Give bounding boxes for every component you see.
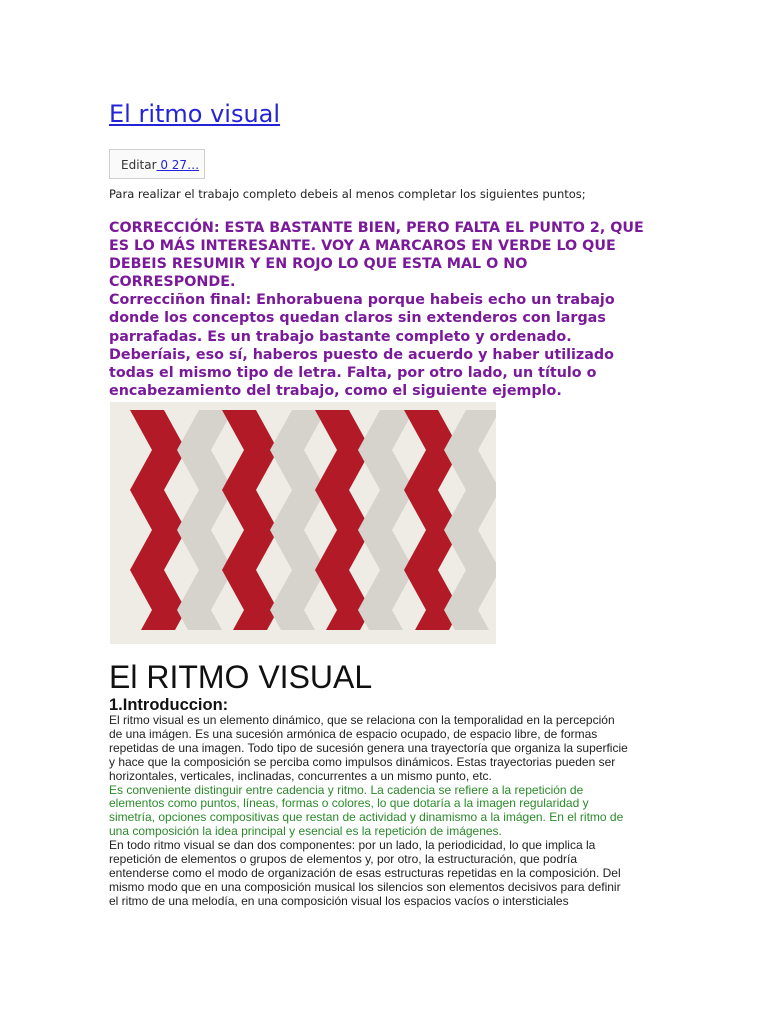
paragraph-2-highlighted: Es conveniente distinguir entre cadencia y ritmo. La cadencia se refiere a la repetición de elementos como puntos, líneas, formas o colores, lo que dotaría a la imagen regularidad y simetría, opciones compositivas que restan de actividad y dinamismo a la imágen. En el ritmo de una composición la idea principal y esencial es la repetición de imágenes. xyxy=(109,782,624,839)
edit-box xyxy=(109,149,205,179)
document-subheading: 1.Introduccion: xyxy=(109,696,229,714)
zigzag-pattern-svg xyxy=(110,402,496,644)
paragraph-3: En todo ritmo visual se dan dos componentes: por un lado, la periodicidad, lo que implica la repetición de elementos o grupos de elementos y, por otro, la estructuración, que podría entenderse como el modo de organización de esas estructuras repetidas en la composición. Del mismo modo que en una composición musical los silencios son elementos decisivos para definir el ritmo de una melodía, en una composición visual los espacios vacíos o intersticiales xyxy=(109,838,621,908)
edit-label: Editar xyxy=(121,158,157,172)
intro-text: Para realizar el trabajo completo debeis al menos completar los siguientes puntos; xyxy=(109,187,586,201)
document-heading: El RITMO VISUAL xyxy=(109,659,373,695)
zigzag-pattern-image xyxy=(110,402,496,644)
correction-text-2: Correcciñon final: Enhorabuena porque habeis echo un trabajo donde los conceptos quedan claros sin extenderos con largas parrafadas. Es un trabajo bastante completo y ordenado. Deberíais, eso sí, haberos puesto de acuerdo y haber utilizado todas el mismo tipo de letra. Falta, por otro lado, un título o encabezamiento del trabajo, como el siguiente ejemplo. xyxy=(109,292,615,399)
edit-link[interactable]: 0 27… xyxy=(156,158,200,172)
correction-text-1: CORRECCIÓN: ESTA BASTANTE BIEN, PERO FALTA EL PUNTO 2, QUE ES LO MÁS INTERESANTE. VOY A MARCAROS EN VERDE LO QUE DEBEIS RESUMIR Y EN ROJO LO QUE ESTA MAL O NO CORRESPONDE. xyxy=(109,220,644,291)
page-title-link[interactable]: El ritmo visual xyxy=(109,100,281,128)
document-body xyxy=(109,714,629,909)
correction-note xyxy=(109,219,654,400)
paragraph-1: El ritmo visual es un elemento dinámico, que se relaciona con la temporalidad en la percepción de una imágen. Es una sucesión armónica de espacio ocupado, de espacio libre, de formas repetidas de una imagen. Todo tipo de sucesión genera una trayectoría que organiza la superficie y hace que la composición se perciba como impulsos dinámicos. Estas trayectorias pueden ser horizontales, verticales, inclinadas, concurrentes a un mismo punto, etc. xyxy=(109,713,628,783)
